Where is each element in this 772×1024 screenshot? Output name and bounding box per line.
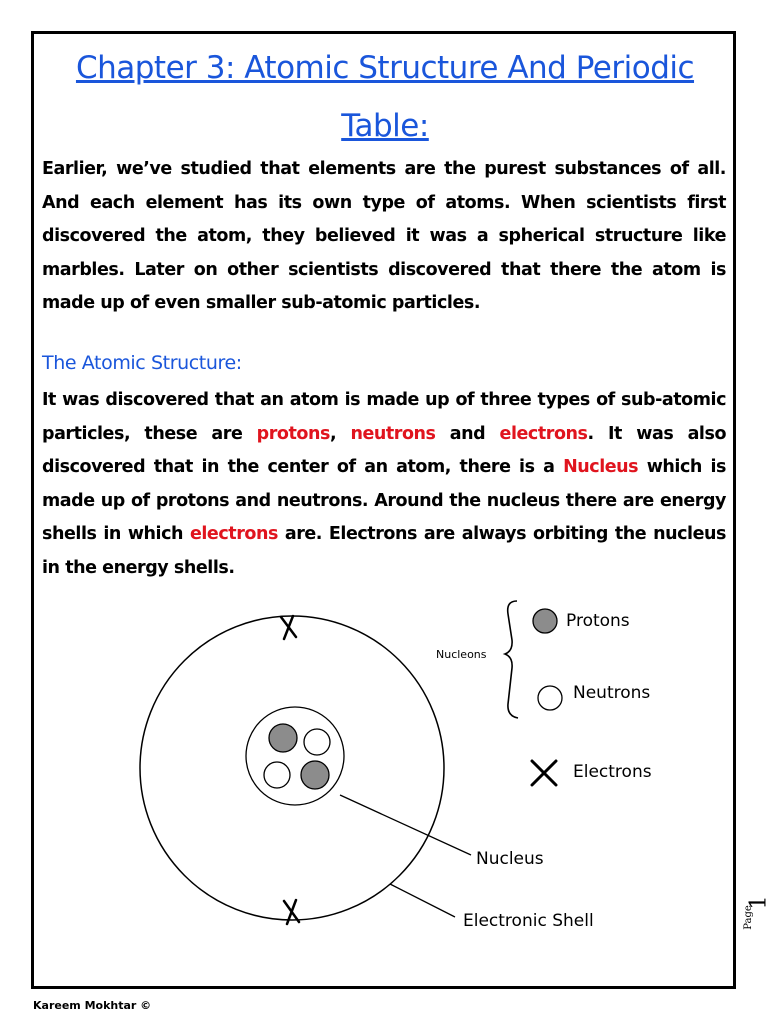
proton-circle — [301, 761, 329, 789]
body-text: and — [435, 423, 500, 444]
body-text: which is made up of protons and neutrons. Around the nucleus there are energy shells in which — [42, 457, 726, 544]
legend-neutrons-label: Neutrons — [573, 683, 651, 703]
body-text: , — [329, 423, 351, 444]
proton-circle — [269, 724, 297, 752]
chapter-title-line2: Table: — [341, 108, 429, 144]
page-number — [742, 890, 772, 940]
footer-author: Kareem Mokhtar © — [33, 999, 152, 1012]
electronic-shell-label: Electronic Shell — [463, 911, 594, 931]
legend-protons-label: Protons — [566, 611, 630, 631]
legend-nucleons-label: Nucleons — [436, 648, 487, 661]
nucleus-circle — [246, 707, 344, 805]
nucleons-brace-icon — [505, 601, 518, 718]
intro-paragraph: Earlier, we’ve studied that elements are the purest substances of all. And each element has its own type of atoms. When scientists first discovered the atom, they believed it was a spherical structure like marbles. Later on other scientists discovered that there the atom is made up of even smaller sub-atomic particles. — [42, 159, 726, 313]
shell-leader-line — [390, 884, 455, 917]
body-text: It was discovered that an atom is made up of three types of sub-atomic particles, these are — [42, 390, 726, 444]
nucleus-leader-line — [340, 795, 471, 855]
body-text: are. Electrons are always orbiting the nucleus in the energy shells. — [42, 524, 726, 578]
legend-electron-x-icon — [532, 761, 556, 785]
electronic-shell-circle — [140, 616, 444, 920]
chapter-title-line1: Chapter 3: Atomic Structure And Periodic — [75, 50, 695, 86]
term-protons: protons — [256, 423, 330, 444]
neutron-circle — [264, 762, 290, 788]
term-neutrons: neutrons — [350, 423, 436, 444]
term-electrons-2: electrons — [189, 524, 278, 544]
term-nucleus: Nucleus — [563, 457, 639, 477]
body-text: . It was also discovered that in the center of an atom, there is a — [42, 423, 727, 477]
page-word: Page — [742, 905, 754, 930]
legend-proton-swatch — [533, 609, 557, 633]
section-heading: The Atomic Structure: — [42, 352, 242, 374]
nucleus-label: Nucleus — [476, 849, 544, 869]
electron-x-icon — [281, 616, 296, 639]
term-electrons: electrons — [499, 423, 588, 444]
legend-neutron-swatch — [538, 686, 562, 710]
neutron-circle — [304, 729, 330, 755]
legend-electrons-label: Electrons — [573, 762, 652, 782]
page-number-value: 1 — [746, 895, 772, 910]
